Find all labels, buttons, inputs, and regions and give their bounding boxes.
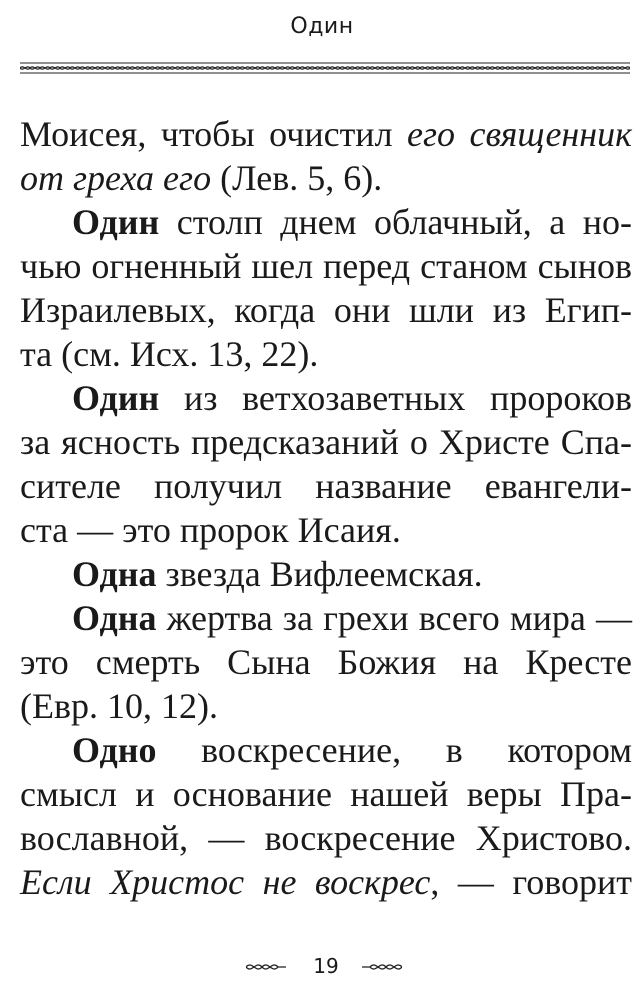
text-line	[20, 332, 632, 376]
text-span: (Евр. 10, 12).	[20, 686, 218, 726]
text-line	[20, 640, 632, 684]
bold-keyword: Одна	[72, 554, 157, 594]
bold-keyword: Одна	[72, 598, 157, 638]
text-span: столп днем облачный, а но-	[159, 202, 632, 242]
page-header-title: Один	[290, 14, 354, 39]
text-line	[20, 288, 632, 332]
ornamental-rule	[20, 60, 630, 76]
text-line	[20, 552, 632, 596]
text-line	[20, 200, 632, 244]
text-line	[20, 772, 632, 816]
bold-keyword: Одно	[72, 730, 157, 770]
text-span: смысл и основание нашей веры Пра-	[20, 774, 632, 814]
text-span: ста — это пророк Исаия.	[20, 510, 401, 550]
ornament-left-icon	[246, 960, 286, 974]
text-line	[20, 420, 632, 464]
italic-quote: Если Христос не воскрес	[20, 862, 431, 902]
text-span: , — говорит	[430, 862, 632, 902]
text-line	[20, 816, 632, 860]
text-span: из ветхозаветных пророков	[159, 378, 632, 418]
text-span: за ясность предсказаний о Христе Спа-	[20, 422, 632, 462]
page-footer	[0, 952, 644, 982]
text-span: сителе получил название евангели-	[20, 466, 632, 506]
text-span: чью огненный шел перед станом сынов	[20, 246, 632, 286]
text-span: звезда Вифлеемская.	[156, 554, 483, 594]
text-line	[20, 112, 632, 156]
text-span: это смерть Сына Божия на Кресте	[20, 642, 632, 682]
text-line	[20, 508, 632, 552]
text-line	[20, 596, 632, 640]
text-span: Моисея, чтобы очистил	[20, 114, 408, 154]
bold-keyword: Один	[72, 378, 160, 418]
text-line	[20, 244, 632, 288]
text-span: (Лев. 5, 6).	[211, 158, 383, 198]
body-text	[20, 112, 632, 904]
italic-quote: от греха его	[20, 158, 212, 198]
text-span: жертва за грехи всего мира —	[156, 598, 632, 638]
text-span: вославной, — воскресение Христово.	[20, 818, 632, 858]
italic-quote: его священник	[407, 114, 632, 154]
ornament-right-icon	[362, 960, 402, 974]
text-span: Израилевых, когда они шли из Егип-	[20, 290, 632, 330]
text-span: воскресение, в котором	[156, 730, 632, 770]
page-number: 19	[313, 954, 339, 978]
text-line	[20, 464, 632, 508]
bold-keyword: Один	[72, 202, 160, 242]
text-line	[20, 684, 632, 728]
text-line	[20, 860, 632, 904]
text-line	[20, 728, 632, 772]
text-line	[20, 156, 632, 200]
text-span: та (см. Исх. 13, 22).	[20, 334, 319, 374]
text-line	[20, 376, 632, 420]
